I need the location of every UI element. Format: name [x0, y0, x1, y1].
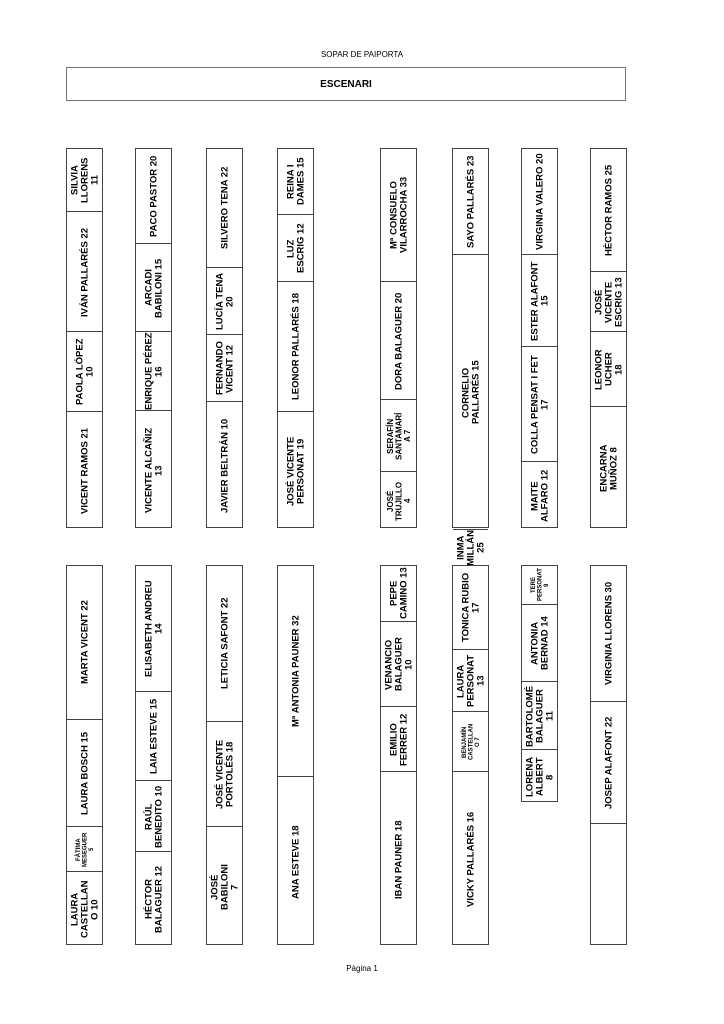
seat-cell: [453, 649, 488, 711]
seat-label: LEONOR UCHER 18: [593, 349, 625, 390]
seat-cell: [67, 211, 102, 331]
table-15: [135, 565, 172, 945]
table-4: [380, 148, 417, 528]
seat-cell: [136, 243, 171, 331]
seat-label: ENRIQUE PÉREZ 16: [143, 332, 165, 411]
page-title: SOPAR DE PAIPORTA: [320, 50, 404, 59]
seat-label: LORENA ALBERT 8: [524, 756, 556, 798]
seat-label: BARTOLOMÉ BALAGUER 11: [524, 685, 556, 747]
seat-label: LAIA ESTEVE 15: [148, 698, 160, 775]
seat-cell: [522, 681, 557, 749]
seat-label: SILVIA LLORENS 11: [69, 157, 101, 203]
seat-cell: [207, 334, 242, 401]
seat-cell: [136, 691, 171, 780]
table-10: [521, 565, 558, 802]
seat-label: IBAN PAUNER 18: [393, 820, 405, 899]
seat-label: ENCARNA MUÑOZ 8: [598, 444, 620, 493]
seat-label: ELISABETH ANDREU 14: [143, 580, 165, 677]
seat-label: SERAFÍN SANTAMARÍ A 7: [385, 412, 412, 460]
seat-cell: [67, 411, 102, 529]
seat-label: ANA ESTEVE 18: [290, 825, 302, 899]
seat-label: LAURA BOSCH 15: [79, 731, 91, 816]
seat-label: PAOLA LÓPEZ 10: [74, 338, 96, 406]
seat-cell: [278, 776, 313, 946]
seat-cell: [136, 410, 171, 529]
seat-label: VICENTE ALCAÑIZ 13: [143, 427, 165, 514]
seat-label: JOSÉ BABILONI 7: [209, 864, 241, 910]
seat-label: VIRGINIA VALERO 20: [534, 153, 546, 250]
seat-label: PEPE CAMINO 13: [388, 567, 410, 620]
table-3: [452, 148, 489, 566]
seat-label: LUCÍA TENA 20: [214, 272, 236, 331]
seat-cell: [381, 399, 416, 471]
seat-cell: [207, 566, 242, 721]
seat-label: LEONOR PALLARÉS 18: [290, 293, 302, 401]
seat-label: [591, 824, 628, 947]
seat-label: REINA I DAMES 15: [285, 157, 307, 206]
table-11: [452, 565, 489, 945]
seat-label: COLLA PENSAT I FET 17: [529, 355, 551, 454]
seat-label: BENJAMÍN CASTELLAN O 7: [461, 723, 481, 761]
seat-cell: [278, 411, 313, 529]
seat-label: ANTONIA BERNAD 14: [529, 616, 551, 671]
stage-label: ESCENARI: [320, 78, 372, 90]
seat-label: FÀTIMA MESEGUER 5: [75, 832, 95, 867]
table-13: [277, 565, 314, 945]
seat-label: RAÚL BENEDITO 10: [143, 785, 165, 848]
seat-cell: [278, 281, 313, 411]
seat-label: TERE PERSONAT 9: [530, 568, 550, 602]
table-7: [135, 148, 172, 528]
seat-label: MAITE ALFARO 12: [529, 469, 551, 523]
seat-cell: [522, 254, 557, 346]
seat-cell: [522, 461, 557, 529]
table-1: [590, 148, 627, 528]
seat-cell: [381, 471, 416, 529]
seat-label: ESTER ALAFONT 15: [529, 261, 551, 341]
seat-label: SAYO PALLARÉS 23: [465, 155, 477, 248]
seat-cell: [453, 149, 488, 254]
seat-label: VIRGINIA LLORENS 30: [603, 581, 615, 686]
seat-cell: [136, 851, 171, 946]
seat-cell: [381, 621, 416, 706]
seat-label: ARCADI BABILONI 15: [143, 258, 165, 318]
seat-label: HÉCTOR BALAGUER 12: [143, 865, 165, 934]
seat-cell: [381, 771, 416, 946]
seat-label: IVÁN PALLARÉS 22: [79, 227, 91, 317]
seat-cell: [381, 566, 416, 621]
seat-cell: [136, 780, 171, 851]
seat-label: LAURA CASTELLAN O 10: [69, 880, 101, 939]
seat-cell: [207, 401, 242, 529]
seat-label: VENANCIO BALAGUER 10: [383, 637, 415, 692]
seat-cell: [591, 701, 626, 823]
seat-label: LETICIA SAFONT 22: [219, 597, 231, 690]
seat-cell: [381, 281, 416, 399]
seat-cell: [207, 149, 242, 267]
seat-label: PACO PASTOR 20: [148, 155, 160, 237]
seat-cell: [453, 254, 488, 529]
seat-label: TONICA RUBIO 17: [460, 572, 482, 643]
seat-cell: [453, 566, 488, 649]
seat-cell: [591, 406, 626, 529]
table-9: [590, 565, 627, 945]
seat-label: Mª CONSUELO VILARROCHA 33: [388, 176, 410, 254]
seat-label: JOSÉ TRUJILLO 4: [385, 481, 412, 521]
seat-cell: [136, 149, 171, 243]
stage-box: [66, 67, 626, 101]
table-8: [66, 148, 103, 528]
seat-cell: [67, 826, 102, 871]
seat-cell: [591, 149, 626, 271]
seat-cell: [67, 566, 102, 719]
table-16: [66, 565, 103, 945]
seat-cell: [591, 823, 626, 946]
seat-cell: [136, 566, 171, 691]
seat-label: LAURA PERSONAT 13: [455, 654, 487, 708]
seat-label: JOSÉ VICENTE PORTOLÉS 18: [214, 739, 236, 810]
seat-cell: [207, 267, 242, 334]
seat-cell: [67, 719, 102, 826]
seat-label: JOSEP ALAFONT 22: [603, 716, 615, 810]
seat-cell: [381, 149, 416, 281]
seat-cell: [381, 706, 416, 771]
seat-cell: [522, 604, 557, 681]
seat-label: VICKY PALLARÉS 16: [465, 811, 477, 908]
seat-cell: [591, 331, 626, 406]
seat-cell: [136, 331, 171, 410]
seat-cell: [522, 749, 557, 803]
table-5: [277, 148, 314, 528]
seat-label: CORNELIO PALLARÉS 15: [460, 360, 482, 425]
seat-label: LUZ ESCRIG 12: [285, 223, 307, 274]
seat-cell: [278, 149, 313, 214]
seat-label: JOSÉ VICENTE PERSONAT 19: [285, 436, 307, 506]
page-number: Pàgina 1: [346, 964, 378, 973]
seat-label: SILVERO TENA 22: [219, 166, 231, 250]
seat-label: JAVIER BELTRÁN 10: [219, 418, 231, 514]
seat-cell: [67, 331, 102, 411]
seat-cell: [591, 566, 626, 701]
seat-cell: [207, 826, 242, 946]
seat-cell: [278, 214, 313, 281]
seat-cell: [453, 529, 488, 566]
seat-cell: [67, 871, 102, 946]
seat-label: HÈCTOR RAMOS 25: [603, 164, 615, 256]
seat-cell: [67, 149, 102, 211]
seat-cell: [522, 149, 557, 254]
seat-cell: [453, 711, 488, 771]
seat-label: INMA MILLÁN 25: [455, 530, 487, 566]
seat-cell: [207, 721, 242, 826]
seat-label: EMILIO FERRER 12: [388, 713, 410, 766]
seat-label: MARTA VICENT 22: [79, 600, 91, 685]
seat-label: JOSÉ VICENTE ESCRIG 13: [593, 277, 625, 327]
table-2: [521, 148, 558, 528]
seat-label: DORA BALAGUER 20: [393, 292, 405, 390]
seat-label: Mª ANTONIA PAUNER 32: [290, 615, 302, 727]
table-14: [206, 565, 243, 945]
seat-cell: [522, 346, 557, 461]
seat-label: VICENT RAMOS 21: [79, 427, 91, 515]
seat-cell: [591, 271, 626, 331]
seat-cell: [278, 566, 313, 776]
table-6: [206, 148, 243, 528]
table-12: [380, 565, 417, 945]
seat-label: FERNANDO VICENT 12: [214, 341, 236, 396]
seat-cell: [453, 771, 488, 946]
seat-cell: [522, 566, 557, 604]
